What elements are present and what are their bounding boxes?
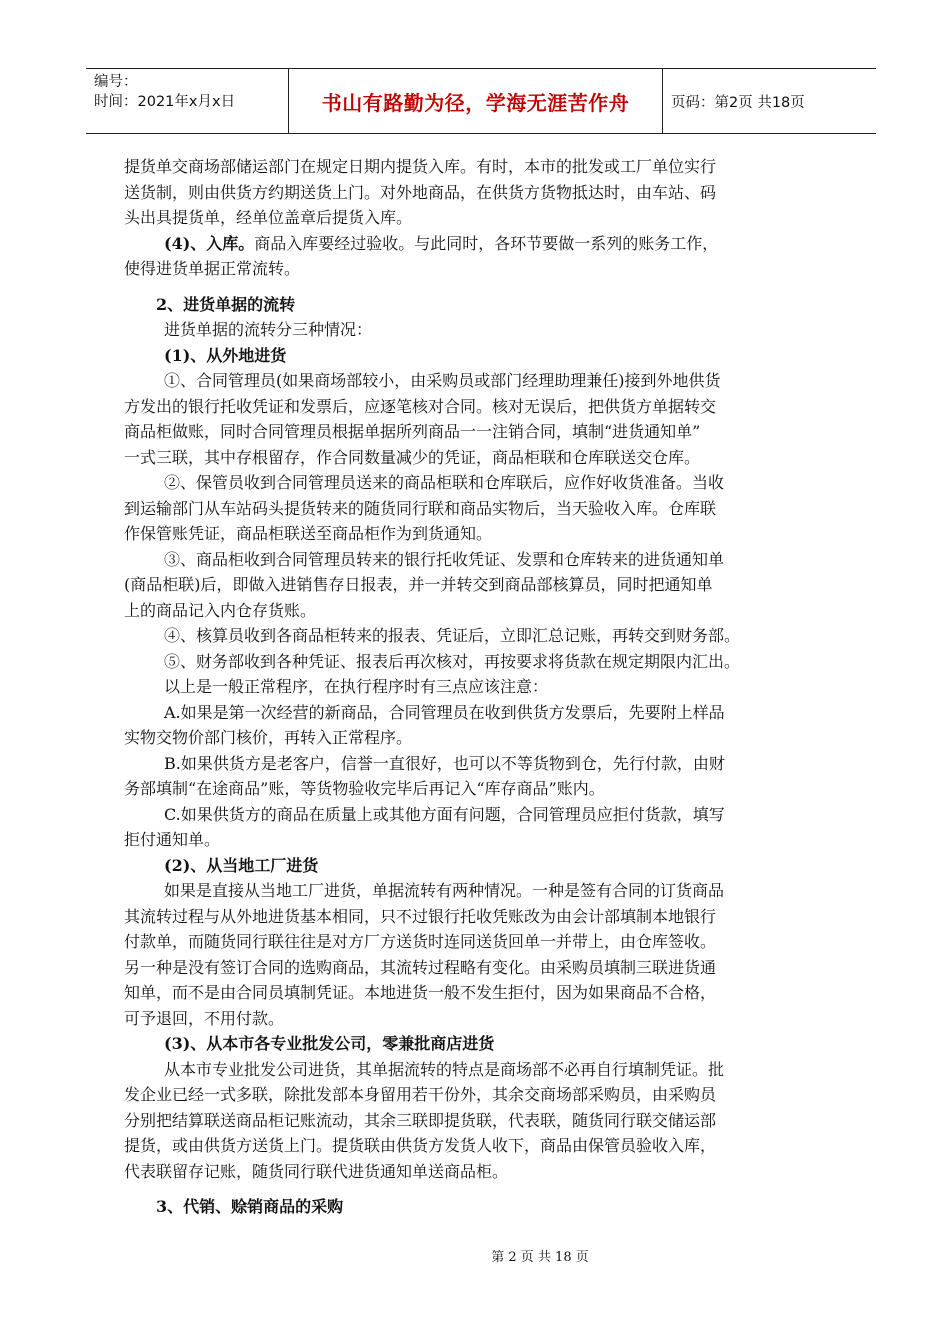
text-line: 从本市专业批发公司进货，其单据流转的特点是商场部不必再自行填制凭证。批 [164,1059,725,1079]
text-line: 如果是直接从当地工厂进货，单据流转有两种情况。一种是签有合同的订货商品 [164,881,725,900]
text-line: 拒付通知单。 [124,830,221,849]
text-line: 作保管账凭证，商品柜联送至商品柜作为到货通知。 [124,524,493,543]
text-line: 知单，而不是由合同员填制凭证。本地进货一般不发生拒付，因为如果商品不合格， [124,983,717,1002]
header-motto: 书山有路勤为径，学海无涯苦作舟 [288,69,663,133]
text-line: ③、商品柜收到合同管理员转来的银行托收凭证、发票和仓库转来的进货通知单 [164,549,725,569]
subsection-2-title: (2)、从当地工厂进货 [164,855,319,875]
text-line: 可予退回，不用付款。 [124,1008,285,1028]
page-header [86,68,876,134]
text-line: C.如果供货方的商品在质量上或其他方面有问题，合同管理员应拒付货款，填写 [164,804,725,824]
text-line: 代表联留存记账，随货同行联代进货通知单送商品柜。 [124,1161,509,1181]
text-line: 以上是一般正常程序，在执行程序时有三点应该注意： [164,677,549,696]
section-2-title: 2、进货单据的流转 [156,294,296,314]
section-2-intro: 进货单据的流转分三种情况： [164,320,373,339]
text-line: 方发出的银行托收凭证和发票后，应逐笔核对合同。核对无误后，把供货方单据转交 [124,396,717,416]
item-4-line [124,231,844,257]
text-line: 商品柜做账，同时合同管理员根据单据所列商品一一注销合同，填制“进货通知单” [124,422,701,441]
text-line: ①、合同管理员(如果商场部较小，由采购员或部门经理助理兼任)接到外地供货 [164,371,721,390]
header-page-label: 页码：第2页 共18页 [671,94,805,111]
document-body [124,154,844,1220]
text-line: 其流转过程与从外地进货基本相同，只不过银行托收凭账改为由会计部填制本地银行 [124,906,717,926]
text-line: ⑤、财务部收到各种凭证、报表后再次核对，再按要求将货款在规定期限内汇出。 [164,651,741,671]
subsection-1-title: (1)、从外地进货 [164,345,287,365]
text-line: 提货，或由供货方送货上门。提货联由供货方发货人收下，商品由保管员验收入库， [124,1136,717,1155]
text-line: 付款单，而随货同行联往往是对方厂方送货时连同送货回单一并带上，由仓库签收。 [124,932,717,951]
page-footer [0,1246,950,1265]
text-line: (商品柜联)后，即做入进销售存日报表，并一并转交到商品部核算员，同时把通知单 [124,575,713,594]
subsection-3-title: (3)、从本市各专业批发公司，零兼批商店进货 [164,1034,495,1053]
text-line: ②、保管员收到合同管理员送来的商品柜联和仓库联后，应作好收货准备。当收 [164,473,725,492]
text-line: 使得进货单据正常流转。 [124,259,301,278]
text-line: 上的商品记入内仓存货账。 [124,600,317,620]
footer-page-number: 第 2 页 共 18 页 [491,1250,589,1265]
section-3-title: 3、代销、赊销商品的采购 [156,1197,344,1216]
text-line: B.如果供货方是老客户，信誉一直很好，也可以不等货物到仓，先行付款，由财 [164,753,725,773]
text-line: 头出具提货单，经单位盖章后提货入库。 [124,208,413,227]
item-4-text: 商品入库要经过验收。与此同时，各环节要做一系列的账务工作， [254,233,719,253]
text-line: 实物交物价部门核价，再转入正常程序。 [124,728,413,747]
text-line: 发企业已经一式多联，除批发部本身留用若干份外，其余交商场部采购员，由采购员 [124,1085,717,1104]
doc-number-label: 编号： [94,74,138,90]
text-line: 提货单交商场部储运部门在规定日期内提货入库。有时，本市的批发或工厂单位实行 [124,157,717,176]
text-line: 另一种是没有签订合同的选购商品，其流转过程略有变化。由采购员填制三联进货通 [124,957,717,977]
item-4-heading: (4)、入库。 [164,233,255,253]
text-line: ④、核算员收到各商品柜转来的报表、凭证后，立即汇总记账，再转交到财务部。 [164,626,741,645]
text-line: 务部填制“在途商品”账，等货物验收完毕后再记入“库存商品”账内。 [124,779,605,798]
text-line: 送货制，则由供货方约期送货上门。对外地商品，在供货方货物抵达时，由车站、码 [124,182,717,202]
text-line: 分别把结算联送商品柜记账流动，其余三联即提货联，代表联，随货同行联交储运部 [124,1110,717,1130]
text-line: A.如果是第一次经营的新商品，合同管理员在收到供货方发票后，先要附上样品 [164,702,725,722]
text-line: 到运输部门从车站码头提货转来的随货同行联和商品实物后，当天验收入库。仓库联 [124,498,717,518]
header-left [86,69,288,133]
doc-time-label: 时间：2021年x月x日 [94,94,236,110]
text-line: 一式三联，其中存根留存，作合同数量减少的凭证，商品柜联和仓库联送交仓库。 [124,447,701,467]
